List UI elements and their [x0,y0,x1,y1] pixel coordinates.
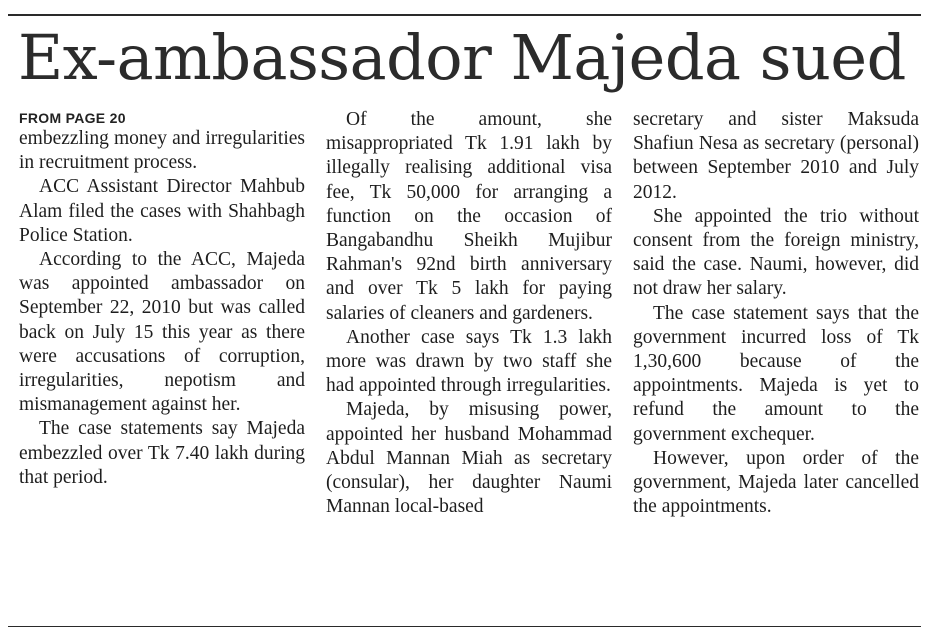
paragraph: ACC Assistant Director Mahbub Alam filed the cases with Shahbagh Police Station. [19,176,305,246]
paragraph: The case statement says that the government incurred loss of Tk 1,30,600 because of the appointments. Majeda is yet to refund the amount to the government exchequer. [633,302,919,445]
article-column-1 [19,108,305,622]
bottom-rule [8,626,921,627]
paragraph: secretary and sister Maksuda Shafiun Nesa as secretary (personal) between September 2010 and July 2012. [633,109,919,203]
top-rule [8,14,921,16]
paragraph: However, upon order of the government, Majeda later cancelled the appointments. [633,447,919,518]
headline: Ex-ambassador Majeda sued [18,21,906,94]
paragraph: The case statements say Majeda embezzled over Tk 7.40 lakh during that period. [19,418,305,488]
article-column-2 [326,108,612,622]
paragraph: Another case says Tk 1.3 lakh more was drawn by two staff she had appointed through irregularities. [326,326,612,397]
paragraph: According to the ACC, Majeda was appointed ambassador on September 22, 2010 but was called back on July 15 this year as there were accusations of corruption, irregularities, nepotism and mismanagement against her. [19,249,305,416]
paragraph: Majeda, by misusing power, appointed her husband Mohammad Abdul Mannan Miah as secretary (consular), her daughter Naumi Mannan local-based [326,399,612,518]
paragraph: She appointed the trio without consent from the foreign ministry, said the case. Naumi, however, did not draw her salary. [633,205,919,300]
paragraph: Of the amount, she misappropriated Tk 1.91 lakh by illegally realising additional visa fee, Tk 50,000 for arranging a function on the occasion of Bangabandhu Sheikh Mujibur Rahman's 92nd birth anniversary and over Tk 5 lakh for paying salaries of cleaners and gardeners. [326,109,612,324]
paragraph: embezzling money and irregularities in recruitment process. [19,128,305,174]
article-column-3 [633,108,919,622]
continued-from-label: FROM PAGE 20 [19,110,126,126]
